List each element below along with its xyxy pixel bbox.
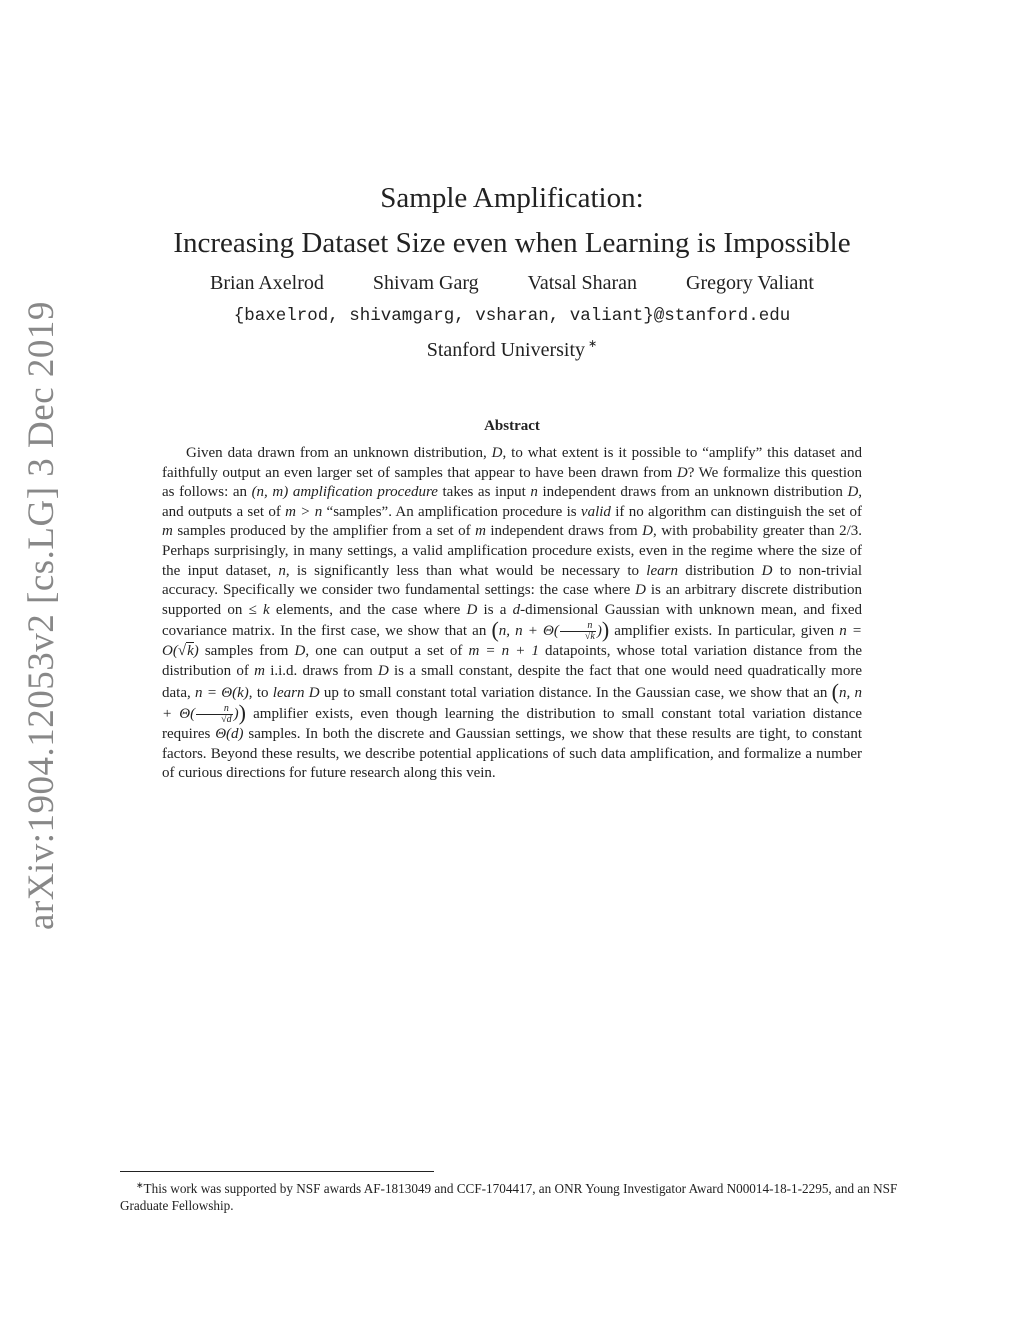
affiliation-name: Stanford University (426, 339, 586, 361)
author-name: Vatsal Sharan (527, 272, 638, 294)
footnote-marker: ∗ (588, 338, 598, 350)
author-emails: {baxelrod, shivamgarg, vsharan, valiant}@stanford.edu (233, 306, 791, 326)
title-line-2: Increasing Dataset Size even when Learning is Impossible (173, 227, 851, 259)
title-line-1: Sample Amplification: (380, 182, 644, 214)
footnote (120, 1177, 906, 1214)
author-list (0, 272, 1024, 295)
footnote-rule (120, 1171, 434, 1172)
author-name: Shivam Garg (372, 272, 479, 294)
author-name: Gregory Valiant (686, 272, 814, 294)
footnote-text: This work was supported by NSF awards AF-1813049 and CCF-1704417, an ONR Young Investigator Award N00014-18-1-2295, and an NSF Graduate Fellowship. (120, 1181, 898, 1213)
paper-title (0, 176, 1024, 266)
footnote-marker: ∗ (136, 1180, 144, 1190)
abstract-paragraph: Given data drawn from an unknown distribution, D, to what extent is it possible to “amplify” this dataset and faithfully output an even larger set of samples that appear to have been drawn from D? We formalize this question as follows: an (n, m) amplification procedure takes as input n independent draws from an unknown distribution D, and outputs a set of m > n “samples”. An amplification procedure is valid if no algorithm can distinguish the set of m samples produced by the amplifier from a set of m independent draws from D, with probability greater than 2/3. Perhaps surprisingly, in many settings, a valid amplification procedure exists, even in the regime where the size of the input dataset, n, is significantly less than what would be necessary to learn distribution D to non-trivial accuracy. Specifically we consider two fundamental settings: the case where D is an arbitrary discrete distribution supported on ≤ k elements, and the case where D is a d-dimensional Gaussian with unknown mean, and fixed covariance matrix. In the first case, we show that an (n, n + Θ( $\frac{n}{√k}$ )) amplifier exists. In particular, given n = O(√k) samples from D, one can output a set of m = n + 1 datapoints, whose total variation distance from the distribution of m i.i.d. draws from D is a small constant, despite the fact that one would need quadratically more data, n = Θ(k), to learn D up to small constant total variation distance. In the Gaussian case, we show that an (n, n + Θ( $\frac{n}{√d}$ )) amplifier exists, even though learning the distribution to small constant total variation distance requires Θ(d) samples. In both the discrete and Gaussian settings, we show that these results are tight, to constant factors. Beyond these results, we describe potential applications of such data amplification, and formalize a number of curious directions for future research along this vein. (162, 445, 863, 782)
abstract-heading: Abstract (484, 418, 540, 434)
author-name: Brian Axelrod (210, 272, 324, 294)
arxiv-identifier: arXiv:1904.12053v2 [cs.LG] 3 Dec 2019 (21, 301, 62, 930)
abstract-body (162, 444, 862, 784)
affiliation (0, 337, 1024, 362)
